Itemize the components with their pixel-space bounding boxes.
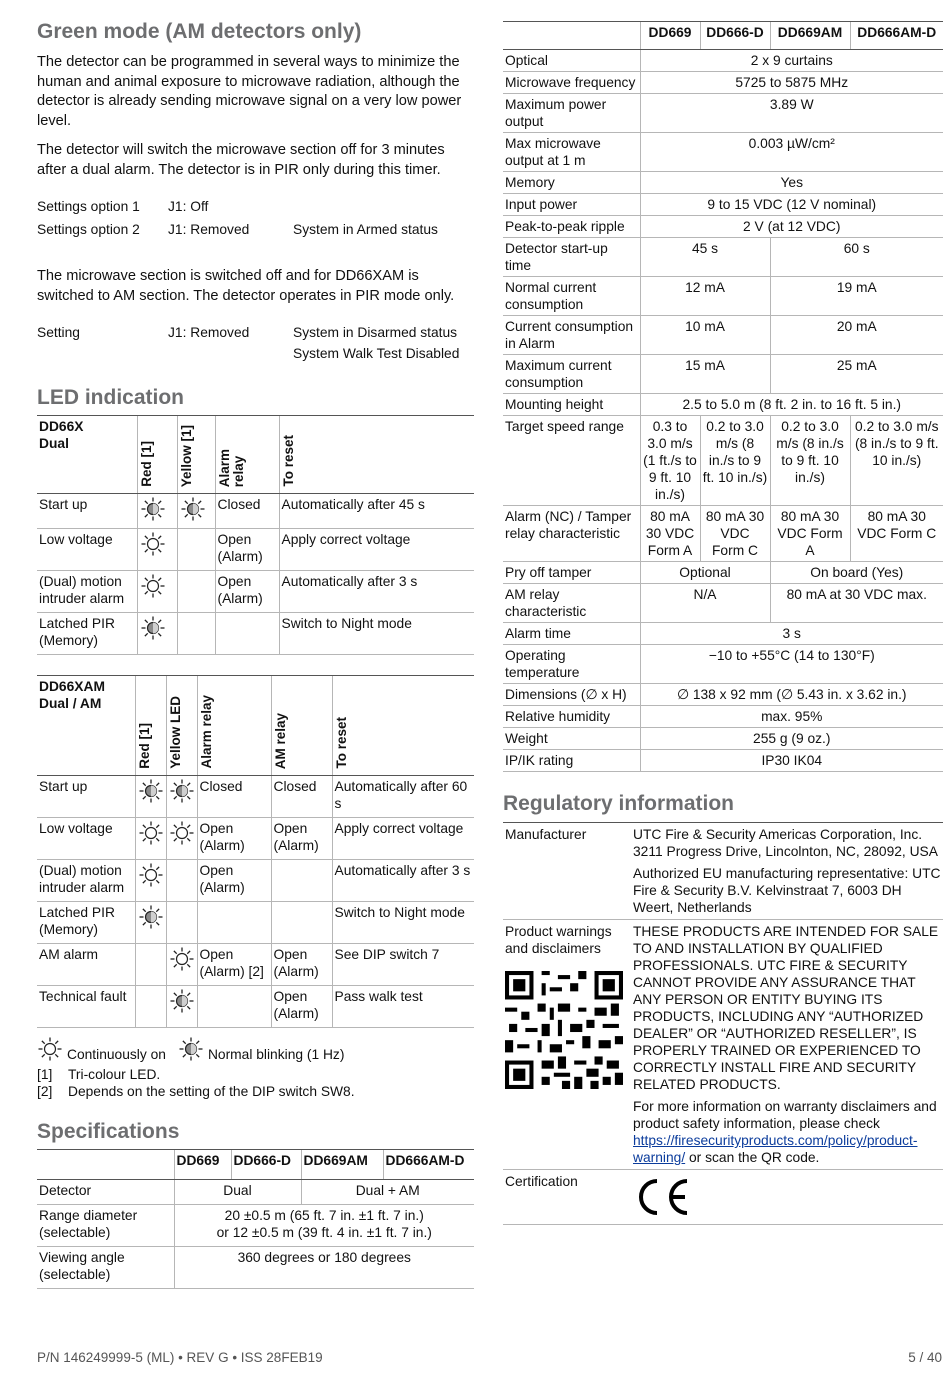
spec-value: 20 ±0.5 m (65 ft. 7 in. ±1 ft. 7 in.) or 12 ±0.5 m (39 ft. 4 in. ±1 ft. 7 in.) — [174, 1205, 474, 1247]
table-row — [503, 562, 943, 584]
spec-label: Alarm (NC) / Tamper relay characteristic — [503, 506, 640, 562]
spec-label: Normal current consumption — [503, 277, 640, 316]
reg-value — [631, 1170, 943, 1225]
spec-label: Range diameter (selectable) — [37, 1205, 174, 1247]
alarm-cell: Open (Alarm) — [215, 571, 279, 613]
spec-label: Optical — [503, 50, 640, 72]
more-info: For more information on warranty disclaimers and product safety information, please check https://firesecurityproducts.com/policy/product-warning/ or scan the QR code. — [633, 1099, 937, 1165]
spec-label: Viewing angle (selectable) — [37, 1247, 174, 1289]
reset-cell: Pass walk test — [332, 986, 474, 1028]
am-cell: Open (Alarm) — [271, 944, 332, 986]
spec-value: −10 to +55°C (14 to 130°F) — [640, 645, 943, 684]
spec-value: On board (Yes) — [770, 562, 943, 584]
reset-cell: Automatically after 60 s — [332, 776, 474, 818]
blink-led-icon — [135, 776, 166, 818]
table-row — [37, 529, 474, 571]
page-number: 5 / 40 — [908, 1350, 942, 1365]
spec-value: 0.2 to 3.0 m/s (8 in./s to 9 ft. 10 in./s) — [700, 416, 770, 506]
spec-value: 3.89 W — [640, 94, 943, 133]
table-row — [503, 172, 943, 194]
reset-cell: See DIP switch 7 — [332, 944, 474, 986]
table-row — [37, 818, 474, 860]
setting-name: Setting — [37, 325, 80, 340]
spec-value: max. 95% — [640, 706, 943, 728]
table-row — [503, 823, 943, 920]
on-led-icon — [37, 1036, 63, 1062]
am-cell: Open (Alarm) — [271, 986, 332, 1028]
table-row — [503, 94, 943, 133]
spec-value: ∅ 138 x 92 mm (∅ 5.43 in. x 3.62 in.) — [640, 684, 943, 706]
regulatory-heading: Regulatory information — [503, 792, 735, 815]
table-row — [503, 506, 943, 562]
row-label: (Dual) motion intruder alarm — [37, 860, 135, 902]
table-row — [503, 706, 943, 728]
spec-value: Dual + AM — [301, 1180, 474, 1205]
led-legend — [37, 1036, 474, 1062]
table-row — [503, 355, 943, 394]
spec-label: Max microwave output at 1 m — [503, 133, 640, 172]
page-footer — [37, 1350, 942, 1365]
table-row — [37, 1180, 474, 1205]
setting-block — [37, 322, 474, 364]
setting-jumper: J1: Removed — [168, 325, 250, 340]
green-mode-paragraph: The detector will switch the microwave section off for 3 minutes after a dual alarm. The detector is in PIR only during this timer. — [37, 142, 445, 178]
blink-led-icon — [137, 613, 177, 655]
spec-label: Mounting height — [503, 394, 640, 416]
reset-cell: Switch to Night mode — [332, 902, 474, 944]
spec-label: Alarm time — [503, 623, 640, 645]
alarm-cell: Open (Alarm) — [197, 818, 271, 860]
spec-value: 12 mA — [640, 277, 770, 316]
spec-value: 9 to 15 VDC (12 V nominal) — [640, 194, 943, 216]
eu-representative: Authorized EU manufacturing representative: UTC Fire & Security B.V. Kelvinstraat 7, 6003 DH Weert, Netherlands — [633, 866, 941, 915]
table-row — [37, 613, 474, 655]
specs-table-left — [37, 1149, 474, 1289]
table-row — [503, 133, 943, 172]
setting-status: System Walk Test Disabled — [293, 346, 460, 361]
reset-cell: Switch to Night mode — [279, 613, 474, 655]
table-row — [503, 316, 943, 355]
row-label: Technical fault — [37, 986, 135, 1028]
on-led-icon — [166, 944, 197, 986]
row-label: Start up — [37, 776, 135, 818]
spec-value: 80 mA 30 VDC Form C — [850, 506, 943, 562]
qr-code-icon — [505, 971, 623, 1089]
settings-status: System in Armed status — [293, 222, 438, 237]
spec-label: Microwave frequency — [503, 72, 640, 94]
col-red: Red [1] — [137, 416, 177, 494]
right-column — [503, 0, 943, 1225]
table-row — [503, 50, 943, 72]
spec-label: Dimensions (∅ x H) — [503, 684, 640, 706]
warning-policy-link[interactable]: https://firesecurityproducts.com/policy/product-warning/ — [633, 1133, 918, 1165]
spec-label: Operating temperature — [503, 645, 640, 684]
table-row — [503, 194, 943, 216]
spec-value: 20 mA — [770, 316, 943, 355]
spec-label: Target speed range — [503, 416, 640, 506]
row-label: Low voltage — [37, 529, 137, 571]
on-led-icon — [137, 571, 177, 613]
spec-value: 2 x 9 curtains — [640, 50, 943, 72]
alarm-cell: Closed — [215, 494, 279, 529]
col-yellow: Yellow LED — [166, 676, 197, 776]
table-row — [37, 1247, 474, 1289]
reg-value — [631, 823, 943, 920]
spec-value: 80 mA 30 VDC Form C — [700, 506, 770, 562]
reg-value — [631, 920, 943, 1170]
table-row — [37, 571, 474, 613]
spec-label: Pry off tamper — [503, 562, 640, 584]
spec-value: 80 mA 30 VDC Form A — [640, 506, 700, 562]
spec-label: Memory — [503, 172, 640, 194]
settings-jumper: J1: Off — [168, 199, 209, 214]
spec-value: 25 mA — [770, 355, 943, 394]
spec-value: 0.003 µW/cm² — [640, 133, 943, 172]
spec-value: 80 mA at 30 VDC max. — [770, 584, 943, 623]
row-label: Latched PIR (Memory) — [37, 902, 135, 944]
reg-label: Product warnings and disclaimers — [503, 920, 631, 1170]
table-row — [503, 72, 943, 94]
led-table-model: DD66X Dual — [37, 416, 137, 494]
table-row — [37, 860, 474, 902]
led-table-model: DD66XAM Dual / AM — [37, 676, 135, 776]
spec-value: 255 g (9 oz.) — [640, 728, 943, 750]
table-row — [503, 1170, 943, 1225]
reset-cell: Apply correct voltage — [279, 529, 474, 571]
green-mode-paragraph: The microwave section is switched off and for DD66XAM is switched to AM section. The detector operates in PIR mode only. — [37, 268, 455, 304]
table-row — [503, 416, 943, 506]
spec-value: Yes — [640, 172, 943, 194]
green-mode-paragraph: The detector can be programmed in several ways to minimize the human and animal exposure to microwave radiation, although the detector is already sending microwave signal on a very low power level. — [37, 54, 462, 129]
spec-value: IP30 IK04 — [640, 750, 943, 772]
specifications-heading: Specifications — [37, 1120, 180, 1143]
spec-value: 0.3 to 3.0 m/s (1 ft./s to 9 ft. 10 in./s) — [640, 416, 700, 506]
green-mode-heading: Green mode (AM detectors only) — [37, 20, 362, 43]
blink-led-icon — [166, 776, 197, 818]
spec-value: 19 mA — [770, 277, 943, 316]
model-header: DD669 — [174, 1150, 231, 1180]
table-row — [37, 494, 474, 529]
reset-cell: Automatically after 45 s — [279, 494, 474, 529]
model-header: DD666AM-D — [850, 22, 943, 50]
reset-cell: Automatically after 3 s — [332, 860, 474, 902]
spec-value: 3 s — [640, 623, 943, 645]
alarm-cell: Closed — [197, 776, 271, 818]
model-header: DD666-D — [700, 22, 770, 50]
col-to-reset: To reset — [332, 676, 474, 776]
spec-value: 0.2 to 3.0 m/s (8 in./s to 9 ft. 10 in./s) — [850, 416, 943, 506]
spec-value: Dual — [174, 1180, 301, 1205]
reg-label: Manufacturer — [503, 823, 631, 920]
table-row — [503, 920, 943, 1170]
spec-label: IP/IK rating — [503, 750, 640, 772]
model-header: DD669AM — [301, 1150, 383, 1180]
col-alarm-relay: Alarm relay — [215, 416, 279, 494]
on-led-icon — [135, 860, 166, 902]
table-row — [503, 584, 943, 623]
alarm-cell: Open (Alarm) [2] — [197, 944, 271, 986]
on-led-icon — [135, 818, 166, 860]
on-led-icon — [137, 529, 177, 571]
col-yellow: Yellow [1] — [177, 416, 215, 494]
table-row — [503, 645, 943, 684]
settings-list — [37, 195, 474, 241]
am-cell: Open (Alarm) — [271, 818, 332, 860]
table-row — [503, 394, 943, 416]
spec-value: N/A — [640, 584, 770, 623]
model-header: DD669 — [640, 22, 700, 50]
model-header: DD669AM — [770, 22, 850, 50]
setting-status: System in Disarmed status — [293, 325, 458, 340]
table-row — [37, 902, 474, 944]
table-row — [37, 944, 474, 986]
table-row — [37, 776, 474, 818]
model-header: DD666-D — [231, 1150, 301, 1180]
row-label: (Dual) motion intruder alarm — [37, 571, 137, 613]
alarm-cell: Open (Alarm) — [197, 860, 271, 902]
settings-name: Settings option 2 — [37, 222, 140, 237]
left-column — [37, 0, 474, 1289]
specs-table-right — [503, 21, 943, 772]
spec-label: Weight — [503, 728, 640, 750]
reset-cell: Apply correct voltage — [332, 818, 474, 860]
regulatory-table — [503, 822, 943, 1225]
table-row — [503, 728, 943, 750]
spec-label: Input power — [503, 194, 640, 216]
blink-led-icon — [166, 986, 197, 1028]
spec-label: Detector start-up time — [503, 238, 640, 277]
spec-value: 10 mA — [640, 316, 770, 355]
col-to-reset: To reset — [279, 416, 474, 494]
settings-row — [37, 195, 474, 218]
spec-value: 45 s — [640, 238, 770, 277]
table-row — [37, 1205, 474, 1247]
reg-label: Certification — [503, 1170, 631, 1225]
led-heading: LED indication — [37, 386, 184, 409]
settings-name: Settings option 1 — [37, 199, 140, 214]
spec-label: Relative humidity — [503, 706, 640, 728]
spec-value: 5725 to 5875 MHz — [640, 72, 943, 94]
footnotes: [1] Tri-colour LED. [2] Depends on the setting of the DIP switch SW8. — [37, 1067, 355, 1099]
spec-value: 60 s — [770, 238, 943, 277]
reset-cell: Automatically after 3 s — [279, 571, 474, 613]
spec-value: 0.2 to 3.0 m/s (8 in./s to 9 ft. 10 in./s) — [770, 416, 850, 506]
col-am-relay: AM relay — [271, 676, 332, 776]
led-table-dd66xam — [37, 675, 474, 1028]
legend-on-label: Continuously on — [67, 1047, 166, 1062]
am-cell: Closed — [271, 776, 332, 818]
spec-value: Optional — [640, 562, 770, 584]
alarm-cell: Open (Alarm) — [215, 529, 279, 571]
spec-value: 2 V (at 12 VDC) — [640, 216, 943, 238]
settings-row — [37, 218, 474, 241]
table-row — [503, 216, 943, 238]
blink-led-icon — [135, 902, 166, 944]
blink-led-icon — [177, 494, 215, 529]
spec-value: 2.5 to 5.0 m (8 ft. 2 in. to 16 ft. 5 in.) — [640, 394, 943, 416]
model-header: DD666AM-D — [383, 1150, 474, 1180]
spec-label: Maximum power output — [503, 94, 640, 133]
table-row — [37, 986, 474, 1028]
part-number: P/N 146249999-5 (ML) • REV G • ISS 28FEB19 — [37, 1350, 323, 1365]
spec-label: Current consumption in Alarm — [503, 316, 640, 355]
row-label: Start up — [37, 494, 137, 529]
row-label: Low voltage — [37, 818, 135, 860]
spec-label: AM relay characteristic — [503, 584, 640, 623]
ce-mark-icon — [633, 1177, 691, 1217]
row-label: Latched PIR (Memory) — [37, 613, 137, 655]
spec-value: 80 mA 30 VDC Form A — [770, 506, 850, 562]
warnings-text: THESE PRODUCTS ARE INTENDED FOR SALE TO AND INSTALLATION BY QUALIFIED PROFESSIONALS. UTC FIRE & SECURITY CANNOT PROVIDE ANY ASSURANCE THAT ANY PERSON OR ENTITY BUYING ITS PRODUCTS, INCLUDING ANY “AUTHORIZED DEALER” OR “AUTHORIZED RESELLER”, IS PROPERLY TRAINED OR EXPERIENCED TO CORRECTLY INSTALL FIRE AND SECURITY RELATED PRODUCTS. — [633, 924, 939, 1092]
col-red: Red [1] — [135, 676, 166, 776]
table-row — [503, 750, 943, 772]
table-row — [503, 623, 943, 645]
spec-label: Detector — [37, 1180, 174, 1205]
table-row — [503, 684, 943, 706]
spec-label: Maximum current consumption — [503, 355, 640, 394]
legend-blink-label: Normal blinking (1 Hz) — [207, 1047, 345, 1062]
spec-value: 15 mA — [640, 355, 770, 394]
spec-label: Peak-to-peak ripple — [503, 216, 640, 238]
col-alarm-relay: Alarm relay — [197, 676, 271, 776]
manufacturer-address: UTC Fire & Security Americas Corporation, Inc. 3211 Progress Drive, Lincolnton, NC, 28092, USA — [633, 827, 938, 859]
table-row — [503, 277, 943, 316]
row-label: AM alarm — [37, 944, 135, 986]
table-row — [503, 238, 943, 277]
blink-led-icon — [178, 1036, 204, 1062]
settings-jumper: J1: Removed — [168, 222, 250, 237]
spec-value: 360 degrees or 180 degrees — [174, 1247, 474, 1289]
on-led-icon — [166, 818, 197, 860]
blink-led-icon — [137, 494, 177, 529]
led-table-dd66x — [37, 415, 474, 655]
